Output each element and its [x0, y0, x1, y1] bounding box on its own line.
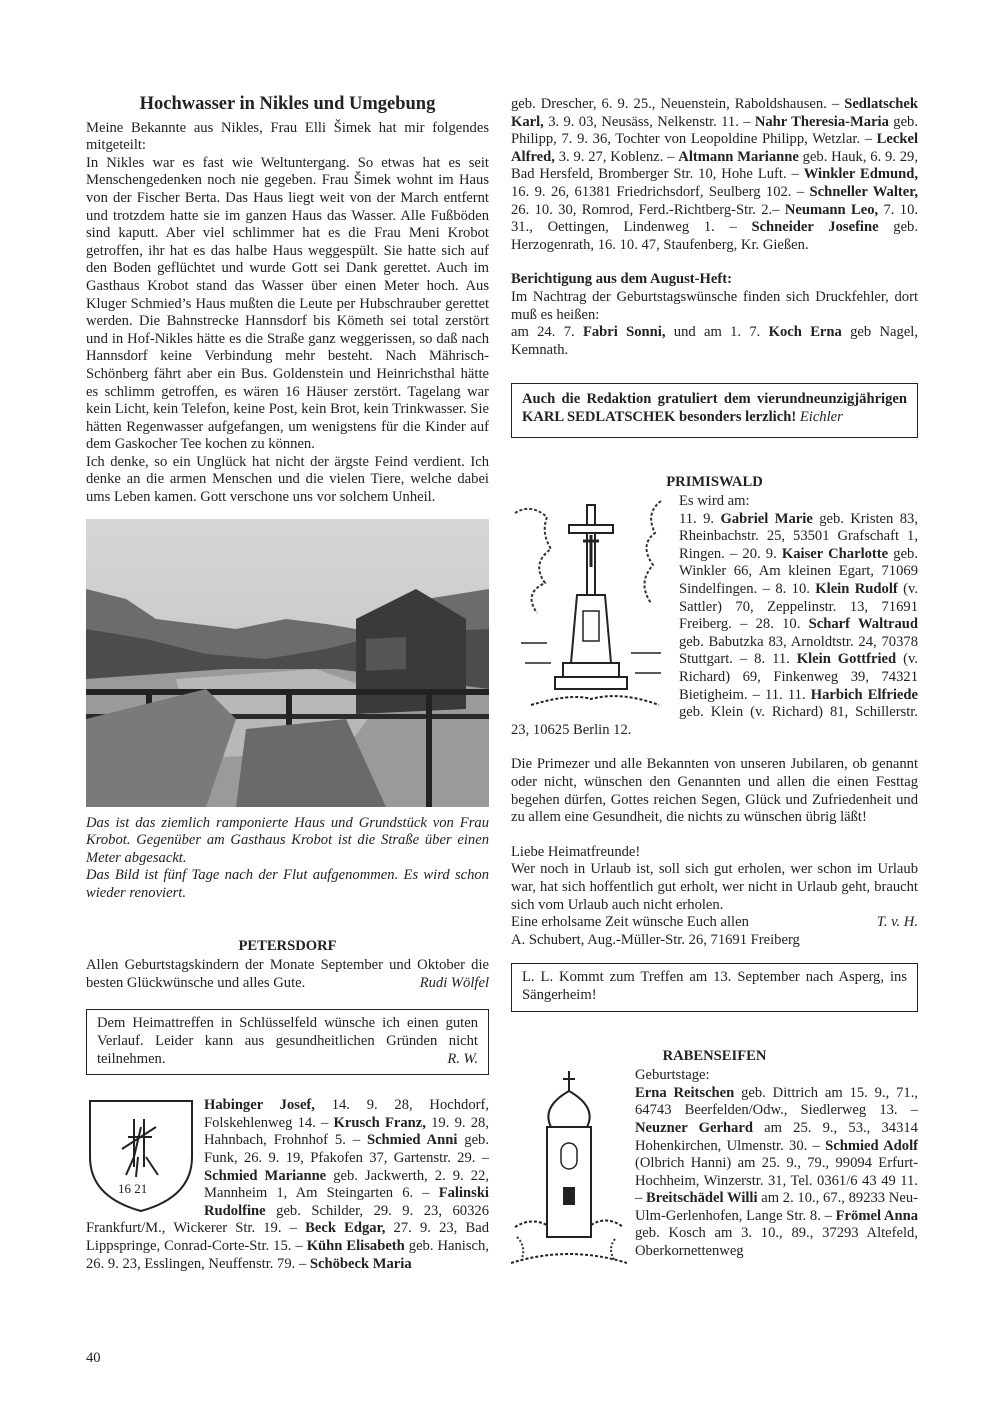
treffen-box: L. L. Kommt zum Treffen am 13. September nach Asperg, ins Sängerheim! [511, 963, 918, 1011]
left-column [86, 96, 489, 1273]
primiswald-wishes: Die Primezer und alle Bekannten von unseren Jubilaren, ob genannt oder nicht, wünschen den Genannten und allen die einen Festtag begehen dürfen, Gottes reichen Segen, Glück und Zufriedenheit und zu allem eine Gesundheit, die nichts zu wünschen übrig läßt! [511, 756, 918, 826]
birthday-list: geb. Drescher, 6. 9. 25., Neuenstein, Raboldshausen. – Sedlatschek Karl, 3. 9. 03, Neusäss, Nelkenstr. 11. – Nahr Theresia-Maria geb. Philipp, 7. 9. 36, Tochter von Leopoldine Philipp, Wetzlar. – Leckel Alfred, 3. 9. 27, Koblenz. – Altmann Marianne geb. Hauk, 6. 9. 29, Bad Hersfeld, Bromberger Str. 10, Hohe Luft. – Winkler Edmund, 16. 9. 26, 61381 Friedrichsdorf, Seulberg 102. – Schneller Walter, 26. 10. 30, Romrod, Ferd.-Richtberg-Str. 2.– Neumann Leo, 7. 10. 31., Oettingen, Lindenweg 1. – Schneider Josefine geb. Herzogenrath, 16. 10. 47, Staufenberg, Kr. Gießen. [511, 96, 919, 253]
rabenseifen-birthdays: Geburtstage: Erna Reitschen geb. Dittrich am 15. 9., 71., 64743 Beerfelden/Odw., Siedlerweg 13. – Neuzner Gerhard am 25. 9., 53., 34314 Hohenkirchen, Ulmenstr. 30. – Schmied Adolf (Olbrich Hanni) am 25. 9., 79., 99094 Erfurt-Hochheim, Winzerstr. 31, Tel. 0361/6 43 49 11. – Breitschädel Willi am 2. 10., 67., 89233 Neu-Ulm-Gerlenhofen, Lange Str. 8. – Frömel Anna geb. Kosch am 3. 10., 89., 37293 Altefeld, Oberkornettenweg [511, 1067, 918, 1261]
coat-of-arms-icon [86, 1097, 196, 1213]
page-number: 40 [86, 1350, 101, 1366]
petersdorf-box: Dem Heimattreffen in Schlüsselfeld wünsche ich einen guten Verlauf. Leider kann aus gesundheitlichen Gründen nicht teilnehmen. R. W. [86, 1009, 489, 1075]
redaktion-signature: Eichler [799, 408, 843, 425]
article-title: Hochwasser in Nikles und Umgebung [139, 94, 436, 114]
right-column [511, 96, 918, 1269]
redaktion-box: Auch die Redaktion gratuliert dem vierundneunzigjährigen KARL SEDLATSCHEK besonders lerzlich! Eichler [511, 383, 918, 437]
berichtigung-correction: am 24. 7. Fabri Sonni, und am 1. 7. Koch Erna geb Nagel, Kemnath. [511, 324, 919, 358]
section-title-primiswald: PRIMISWALD [666, 473, 763, 490]
article-paragraph: Ich denke, so ein Unglück hat nicht der ärgste Feind verdient. Ich denke an die armen Menschen und die vielen Tiere, welche dabei ums Leben kamen. Gott verschone uns vor solchem Unheil. [86, 453, 489, 506]
petersdorf-text: Allen Geburtstagskindern der Monate September und Oktober die besten Glückwünsche und alles Gute. Rudi Wölfel [86, 957, 489, 991]
section-title-petersdorf: PETERSDORF [238, 937, 337, 954]
wayside-cross-icon [511, 493, 671, 711]
sender-address: A. Schubert, Aug.-Müller-Str. 26, 71691 Freiberg [511, 931, 800, 948]
photo-caption: Das Bild ist fünf Tage nach der Flut aufgenommen. Es wird schon wieder renoviert. [86, 867, 489, 902]
church-tower-icon [511, 1067, 627, 1267]
berichtigung-title: Berichtigung aus dem August-Heft: [511, 271, 732, 288]
greeting: Liebe Heimatfreunde! [511, 843, 641, 860]
photo-caption: Das ist das ziemlich ramponierte Haus und Grundstück von Frau Krobot. Gegenüber am Gasthaus Krobot ist die Straße über einen Meter abgesackt. [86, 814, 489, 866]
berichtigung-text: Im Nachtrag der Geburtstagswünsche finden sich Druckfehler, dort muß es heißen: [511, 288, 918, 323]
flood-photo-image [86, 519, 489, 807]
primiswald-birthdays: Es wird am: 11. 9. Gabriel Marie geb. Kristen 83, Rheinbachstr. 25, 53501 Grafschaft 1, Ringen. – 20. 9. Kaiser Charlotte geb. Winkler 66, Am kleinen Egart, 71069 Sindelfingen. – 8. 10. Klein Rudolf (v. Sattler) 70, Zeppelinstr. 13, 71691 Freiberg. – 28. 10. Scharf Waltraud geb. Babutzka 83, Arnoldtstr. 24, 70378 Stuttgart. – 8. 11. Klein Gottfried (v. Richard) 69, Finkenweg 39, 74321 Bietigheim. – 11. 11. Harbich Elfriede geb. Klein (v. Richard) 81, Schillerstr. 23, 10625 Berlin 12. [511, 493, 918, 738]
flood-photo [86, 519, 489, 807]
closing-signature: T. v. H. [876, 914, 918, 931]
shield-year: 16 21 [118, 1181, 148, 1197]
holiday-text: Wer noch in Urlaub ist, soll sich gut erholen, wer schon im Urlaub war, hat sich hoffentlich gut erholt, wer nicht in Urlaub geht, braucht sich vom Urlaub auch nicht erholen. [511, 861, 918, 913]
article-intro: Meine Bekannte aus Nikles, Frau Elli Šimek hat mir folgendes mitgeteilt: [86, 119, 489, 154]
article-paragraph: In Nikles war es fast wie Weltuntergang. So etwas hat es seit Menschengedenken noch nie gegeben. Frau Šimek wohnt im Haus von der Fischer Berta. Das Haus liegt weit von der March entfernt und trotzdem hatte sie im ganzen Haus das Wasser. Alle Fußböden sind kaputt. Aber viel schlimmer hat es die Frau Meni Krobot getroffen, ihr hat es das halbe Haus weggespült. Sie hatte sich auf den Boden geflüchtet und wurde Gott sei Dank gerettet. Auch im Gasthaus Krobot stand das Wasser über einen Meter hoch. Aus Kluger Schmied’s Haus mußten die Leute per Hubschrauber gerettet werden. Die Bahnstrecke Hannsdorf bis Kömeth sei total zerstört und in Hof-Nikles hätte es die Straße ganz weggerissen, so daß nach Hannsdorf keine Verbindung mehr besteht. Nach Mährisch-Schönberg fährt aber ein Bus. Goldenstein und Heinrichsthal hätte es schlimm getroffen, es wären 16 Häuser zerstört. Tagelang war kein Licht, kein Telefon, keine Post, kein Brot, kein Trinkwasser. Sie hätten Regenwasser aufgefangen, um wenigstens für die Kinder auf dem Gaskocher Tee kochen zu können. [86, 154, 489, 453]
box-signature: R. W. [447, 1050, 478, 1067]
petersdorf-birthdays: 16 21 Habinger Josef, 14. 9. 28, Hochdorf, Folskehlenweg 14. – Krusch Franz, 19. 9. 28, Hahnbach, Frohnhof 5. – Schmied Anni geb. Funk, 26. 9. 19, Pfakofen 37, Gartenstr. 29. – Schmied Marianne geb. Jackwerth, 2. 9. 22, Mannheim 1, Am Steingarten 6. – Falinski Rudolfine geb. Schilder, 29. 9. 23, 60326 Frankfurt/M., Wickerer Str. 19. – Beck Edgar, 27. 9. 23, Bad Lippspringe, Conrad-Corte-Str. 15. – Kühn Elisabeth geb. Hanisch, 26. 9. 23, Esslingen, Neuffenstr. 79. – Schöbeck Maria [86, 1097, 490, 1272]
petersdorf-signature: Rudi Wölfel [419, 974, 489, 991]
closing-line: Eine erholsame Zeit wünsche Euch allen T. v. H. [511, 914, 918, 931]
section-title-rabenseifen: RABENSEIFEN [662, 1047, 767, 1064]
